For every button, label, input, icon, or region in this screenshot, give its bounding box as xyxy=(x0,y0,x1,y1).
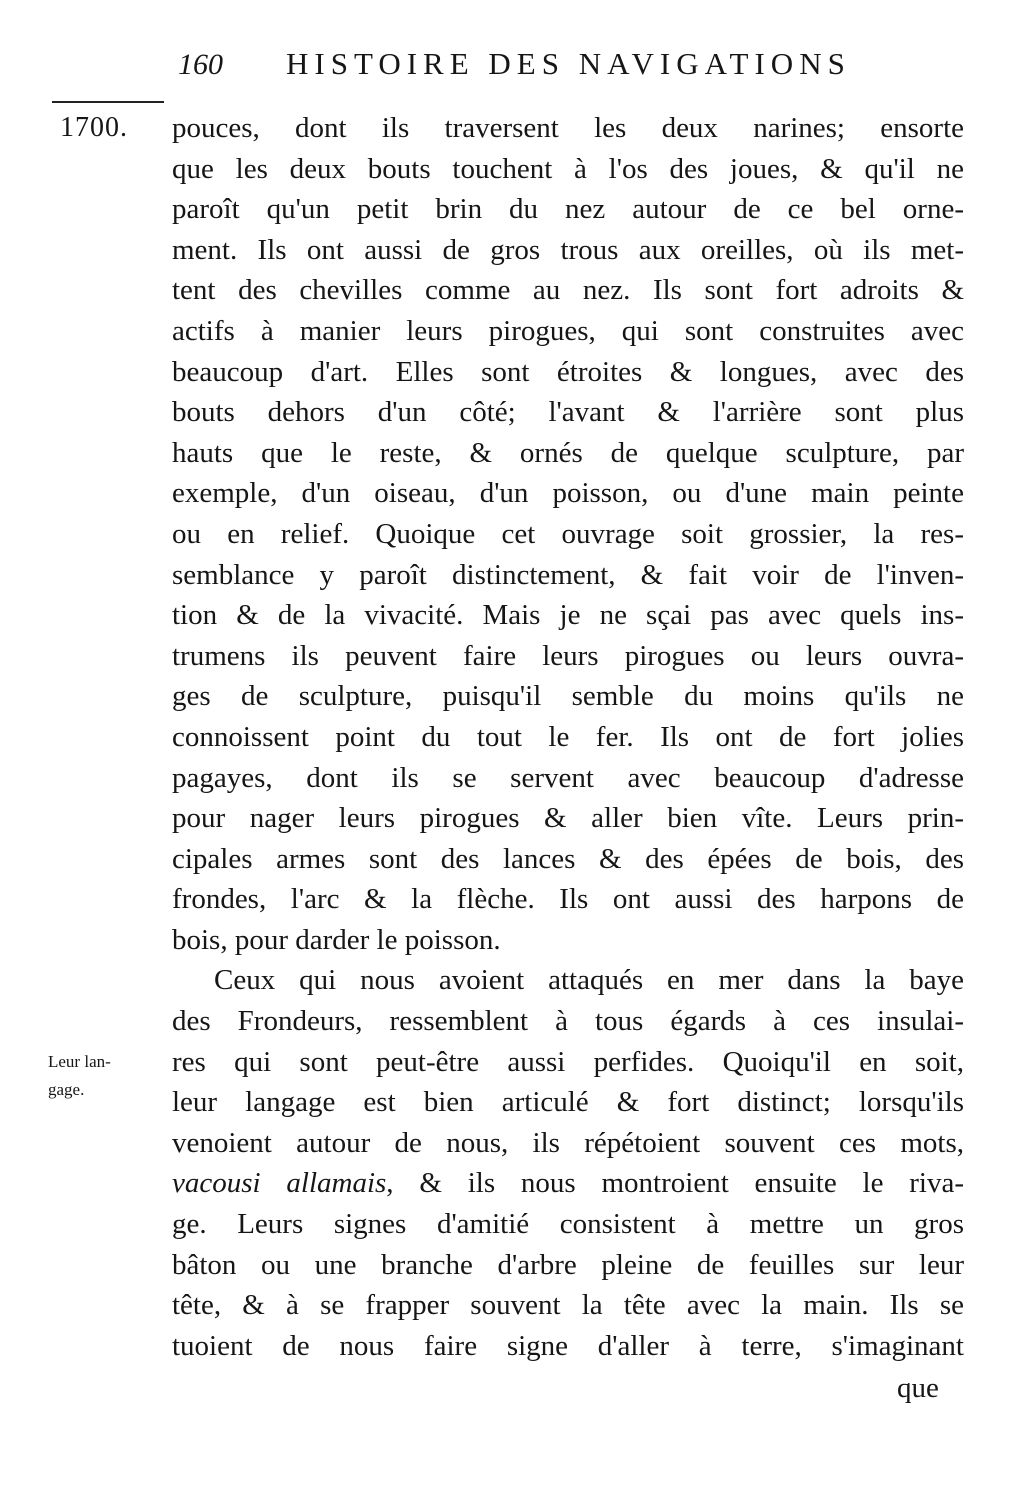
text-line: bâton ou une branche d'arbre pleine de feuilles sur leur xyxy=(172,1248,964,1281)
text-line: bois, pour darder le poisson. xyxy=(172,923,501,956)
text-line: pouces, dont ils traversent les deux narines; ensorte xyxy=(172,112,964,144)
margin-rule xyxy=(52,101,164,103)
page-number: 160 xyxy=(178,48,223,81)
text-line: tent des chevilles comme au nez. Ils sont fort adroits & xyxy=(172,274,964,307)
text-line-rest: , & ils nous montroient ensuite le riva- xyxy=(386,1167,964,1200)
text-line: connoissent point du tout le fer. Ils ont de fort jolies xyxy=(172,720,964,753)
text-line: trumens ils peuvent faire leurs pirogues ou leurs ouvra- xyxy=(172,639,964,672)
text-line: venoient autour de nous, ils répétoient souvent ces mots, xyxy=(172,1126,964,1159)
text-line: pour nager leurs pirogues & aller bien vîte. Leurs prin- xyxy=(172,802,964,835)
text-line: tion & de la vivacité. Mais je ne sçai pas avec quels ins- xyxy=(172,599,964,632)
text-line: tête, & à se frapper souvent la tête avec la main. Ils se xyxy=(172,1289,964,1322)
text-line: pagayes, dont ils se servent avec beaucoup d'adresse xyxy=(172,761,964,794)
text-line: des Frondeurs, ressemblent à tous égards à ces insulai- xyxy=(172,1005,964,1038)
text-line xyxy=(172,1163,964,1204)
running-header xyxy=(178,44,908,88)
margin-year: 1700. xyxy=(60,112,128,143)
text-line: ges de sculpture, puisqu'il semble du moins qu'ils ne xyxy=(172,680,964,713)
text-line: que les deux bouts touchent à l'os des joues, & qu'il ne xyxy=(172,152,964,185)
text-line: res qui sont peut-être aussi perfides. Quoiqu'il en soit, xyxy=(172,1045,964,1078)
text-line: semblance y paroît distinctement, & fait voir de l'inven- xyxy=(172,558,964,591)
text-line: ge. Leurs signes d'amitié consistent à mettre un gros xyxy=(172,1208,964,1241)
body-text xyxy=(172,108,964,1366)
margin-note-line: Leur lan- xyxy=(48,1052,111,1071)
text-line: ment. Ils ont aussi de gros trous aux oreilles, où ils met- xyxy=(172,233,964,266)
margin-note xyxy=(48,1048,168,1104)
catchword: que xyxy=(897,1372,939,1404)
running-title: HISTOIRE DES NAVIGATIONS xyxy=(286,46,851,81)
text-line: frondes, l'arc & la flèche. Ils ont aussi des harpons de xyxy=(172,883,964,916)
text-line: actifs à manier leurs pirogues, qui sont construites avec xyxy=(172,314,964,347)
text-line: leur langage est bien articulé & fort distinct; lorsqu'ils xyxy=(172,1086,964,1119)
italic-phrase: vacousi allamais xyxy=(172,1167,387,1200)
text-line: exemple, d'un oiseau, d'un poisson, ou d'une main peinte xyxy=(172,477,964,510)
text-line: bouts dehors d'un côté; l'avant & l'arrière sont plus xyxy=(172,396,964,429)
text-line: Ceux qui nous avoient attaqués en mer dans la baye xyxy=(214,964,964,997)
text-line: paroît qu'un petit brin du nez autour de ce bel orne- xyxy=(172,193,964,226)
text-line: beaucoup d'art. Elles sont étroites & longues, avec des xyxy=(172,355,964,388)
text-line: cipales armes sont des lances & des épées de bois, des xyxy=(172,842,964,875)
text-line: ou en relief. Quoique cet ouvrage soit grossier, la res- xyxy=(172,517,964,550)
margin-note-line: gage. xyxy=(48,1080,85,1099)
text-line: hauts que le reste, & ornés de quelque sculpture, par xyxy=(172,436,964,469)
text-line: tuoient de nous faire signe d'aller à terre, s'imaginant xyxy=(172,1329,964,1362)
